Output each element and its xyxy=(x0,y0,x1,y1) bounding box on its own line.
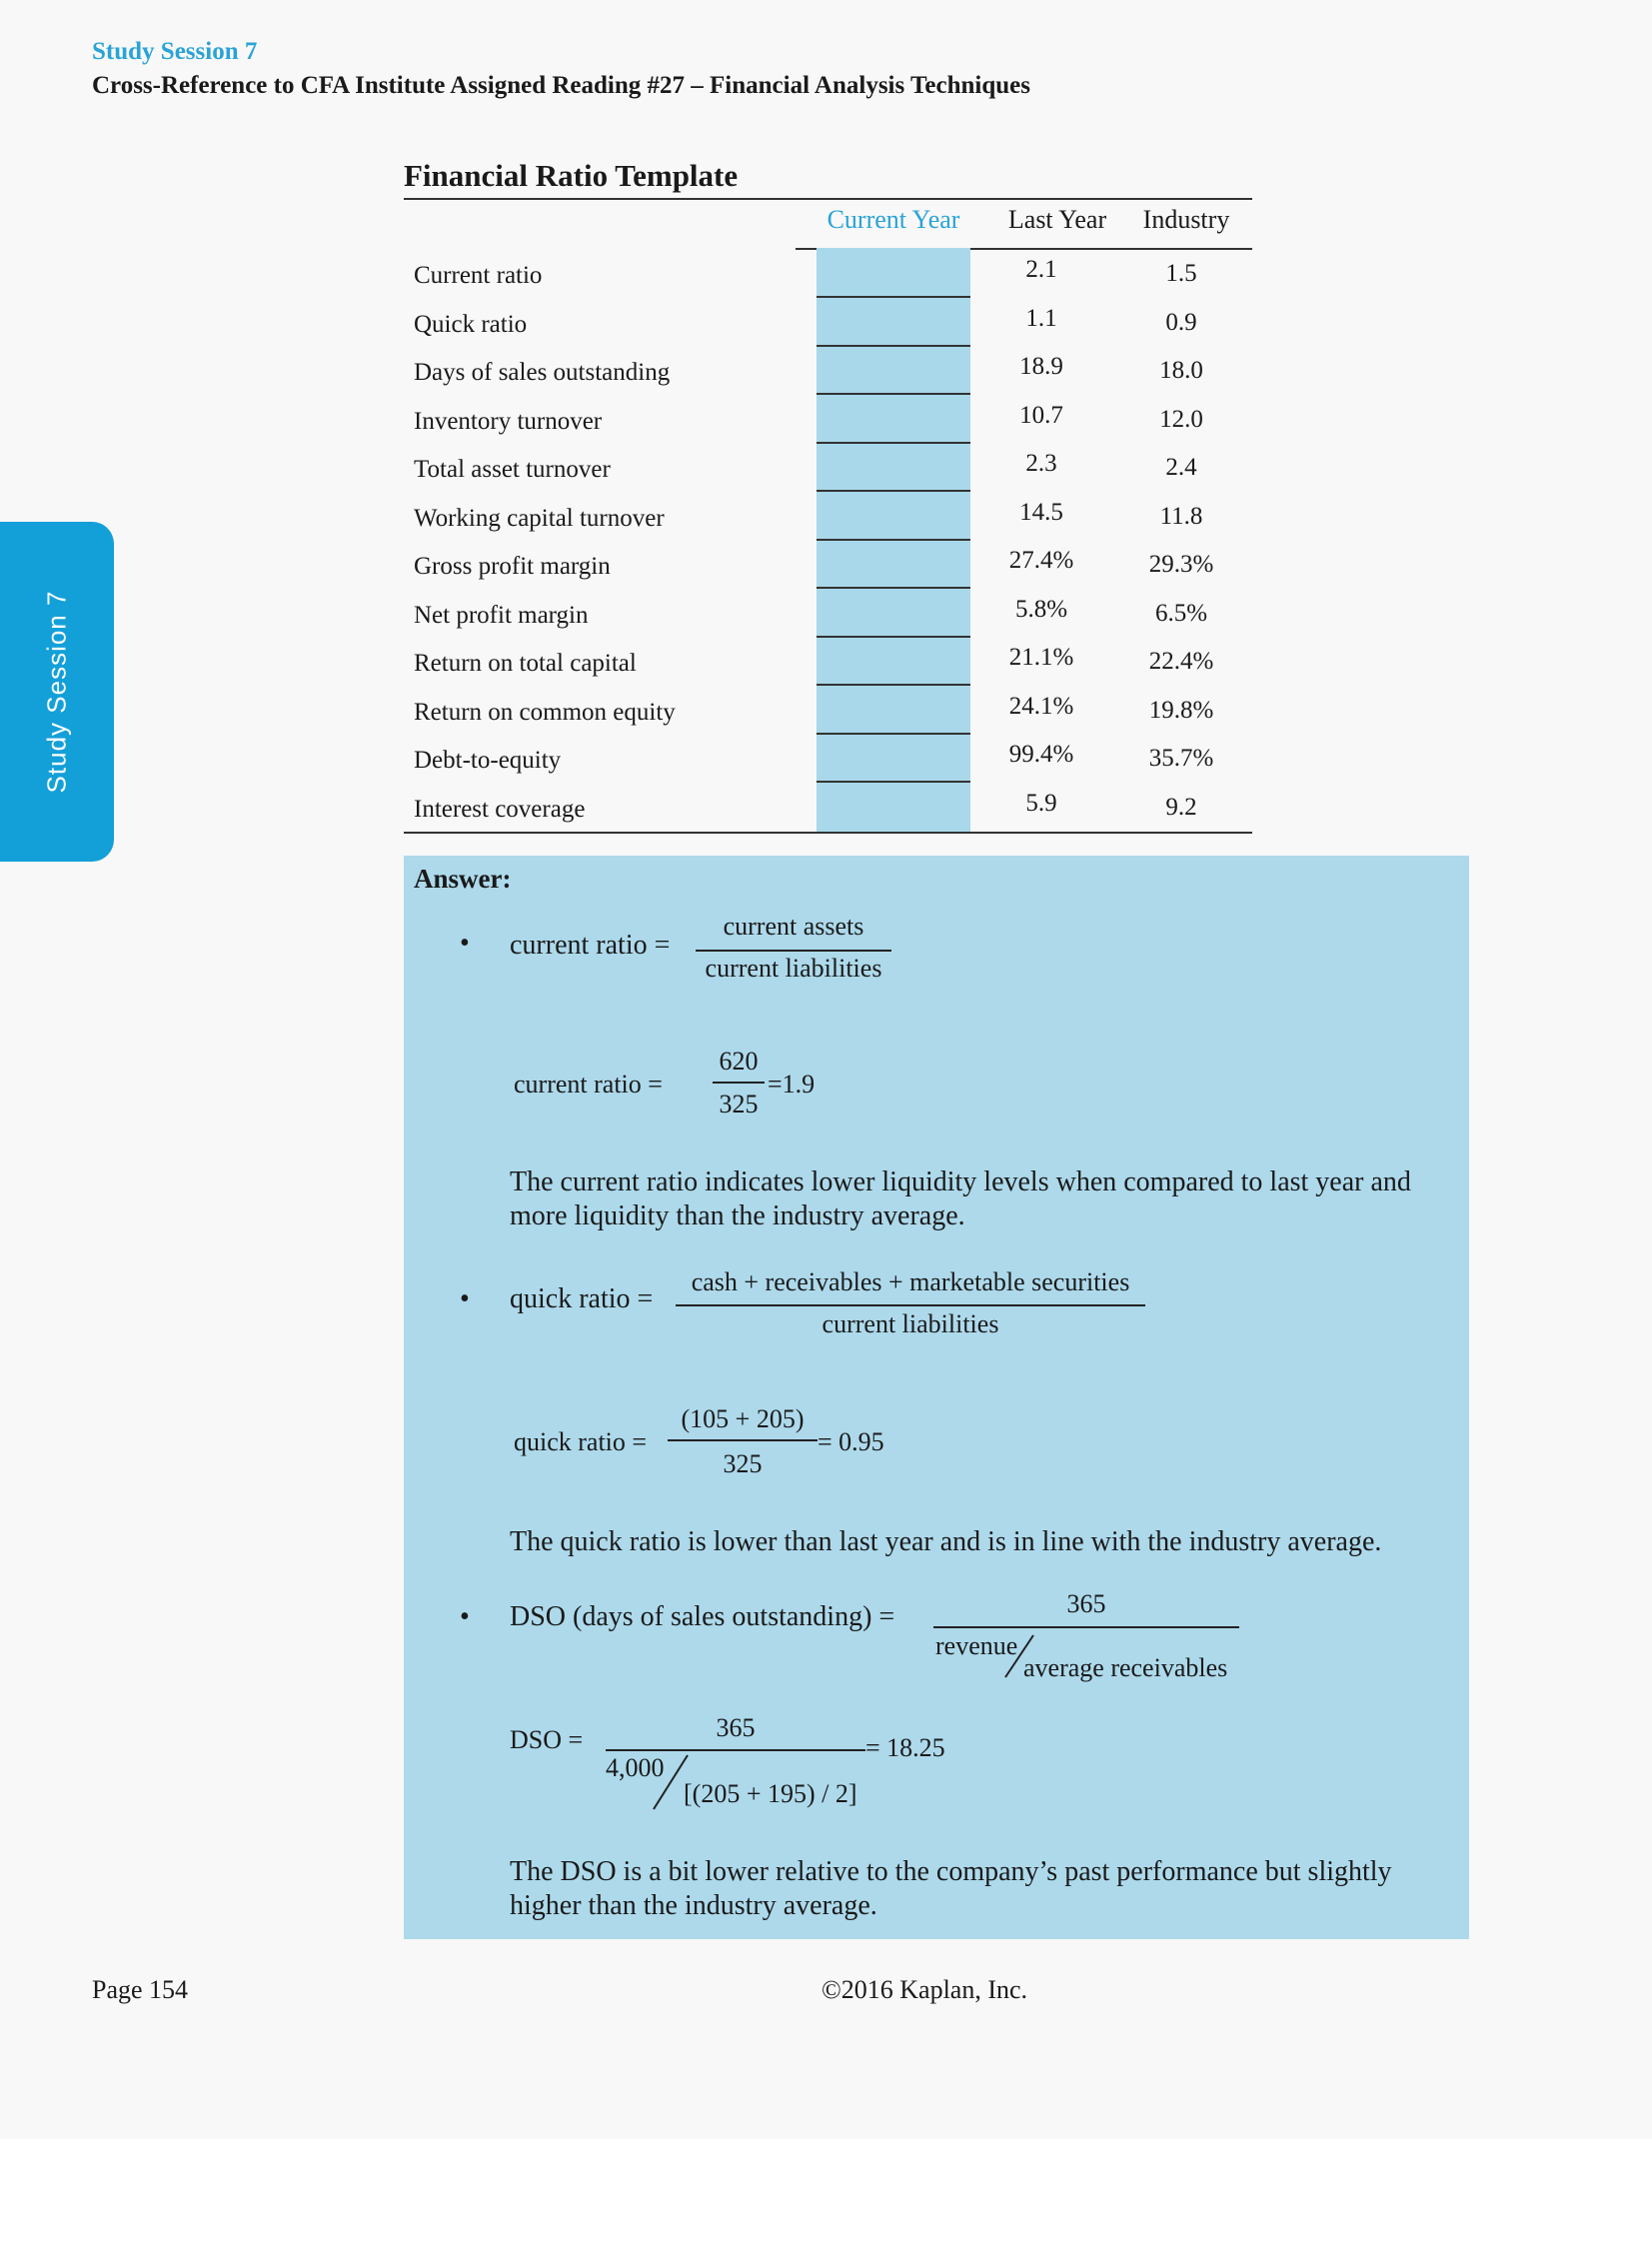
current-year-blank xyxy=(817,539,970,541)
industry-value: 12.0 xyxy=(1159,405,1203,433)
dso-calc-lhs: DSO = xyxy=(510,1725,584,1754)
ratio-label: Inventory turnover xyxy=(414,407,603,435)
industry-value: 6.5% xyxy=(1154,599,1208,627)
last-year-value: 14.5 xyxy=(1019,498,1063,526)
dso-calc-numerator: 365 xyxy=(716,1713,756,1742)
page-number: Page 154 xyxy=(92,1975,189,2004)
quick-ratio-lhs: quick ratio = xyxy=(510,1283,654,1314)
dso-explanation: The DSO is a bit lower relative to the company’s past performance but slightly higher than the industry average. xyxy=(510,1856,1392,1921)
current-ratio-calc-lhs: current ratio = xyxy=(514,1070,663,1099)
current-ratio-numerator: current assets xyxy=(723,912,864,941)
current-ratio-lhs: current ratio = xyxy=(510,930,671,961)
current-ratio-explanation: The current ratio indicates lower liquidity levels when compared to last year and more liquidity than the industry average. xyxy=(510,1166,1411,1231)
ratio-label: Gross profit margin xyxy=(414,553,611,580)
quick-ratio-explanation: The quick ratio is lower than last year and is in line with the industry average. xyxy=(510,1526,1382,1557)
last-year-value: 24.1% xyxy=(1008,692,1074,720)
copyright: ©2016 Kaplan, Inc. xyxy=(822,1975,1028,2004)
industry-value: 22.4% xyxy=(1148,648,1214,675)
last-year-value: 2.3 xyxy=(1025,450,1057,477)
ratio-label: Current ratio xyxy=(414,262,543,289)
study-session-heading: Study Session 7 xyxy=(92,38,258,65)
dso-numerator: 365 xyxy=(1066,1589,1106,1618)
current-year-blank xyxy=(817,636,970,638)
dso-calc-denominator-top: 4,000 xyxy=(606,1753,665,1782)
quick-ratio-calc-denominator: 325 xyxy=(723,1449,763,1478)
ratio-label: Days of sales outstanding xyxy=(414,359,671,386)
ratio-label: Interest coverage xyxy=(414,795,586,823)
side-tab-label: Study Session 7 xyxy=(41,590,72,794)
current-year-blank xyxy=(817,393,970,395)
industry-value: 1.5 xyxy=(1165,260,1197,287)
answer-title: Answer: xyxy=(414,864,512,894)
quick-ratio-result: = 0.95 xyxy=(818,1427,884,1456)
dso-denominator-bottom: average receivables xyxy=(1023,1653,1228,1682)
ratio-label: Working capital turnover xyxy=(414,504,665,532)
current-year-blank xyxy=(817,442,970,444)
bullet: • xyxy=(460,928,470,959)
fraction-bar xyxy=(668,1439,818,1441)
current-year-blank xyxy=(817,781,970,783)
industry-value: 35.7% xyxy=(1148,745,1214,772)
current-ratio-result: =1.9 xyxy=(768,1070,816,1099)
industry-value: 9.2 xyxy=(1165,793,1197,821)
fraction-bar xyxy=(696,950,891,952)
industry-value: 18.0 xyxy=(1159,357,1203,384)
current-ratio-denominator: current liabilities xyxy=(705,954,882,983)
dso-calc-denominator-bottom: [(205 + 195) / 2] xyxy=(684,1779,857,1808)
fraction-bar xyxy=(713,1082,765,1084)
industry-value: 11.8 xyxy=(1159,502,1203,530)
col-industry: Industry xyxy=(1142,205,1230,234)
last-year-value: 5.8% xyxy=(1014,595,1068,623)
industry-value: 2.4 xyxy=(1165,454,1197,481)
answer-box xyxy=(404,856,1469,1939)
last-year-value: 5.9 xyxy=(1025,789,1057,817)
quick-ratio-denominator: current liabilities xyxy=(822,1309,999,1338)
current-year-blank xyxy=(817,490,970,492)
fraction-bar xyxy=(676,1304,1145,1306)
ratio-label: Return on common equity xyxy=(414,698,676,726)
ratio-label: Total asset turnover xyxy=(414,456,611,483)
current-year-blank xyxy=(817,587,970,589)
bullet: • xyxy=(460,1283,470,1314)
table-bottom-rule xyxy=(404,832,1252,834)
current-year-blank xyxy=(817,296,970,298)
cross-reference-heading: Cross-Reference to CFA Institute Assigned Reading #27 – Financial Analysis Techniques xyxy=(92,72,1030,99)
table-title: Financial Ratio Template xyxy=(404,158,739,193)
current-year-blank xyxy=(817,345,970,347)
fraction-bar xyxy=(933,1626,1239,1628)
last-year-value: 99.4% xyxy=(1008,741,1074,768)
industry-value: 29.3% xyxy=(1148,551,1214,578)
current-year-blank xyxy=(817,684,970,686)
industry-value: 19.8% xyxy=(1148,696,1214,724)
quick-ratio-calc-lhs: quick ratio = xyxy=(514,1427,648,1456)
industry-value: 0.9 xyxy=(1165,308,1197,336)
last-year-value: 2.1 xyxy=(1025,256,1057,283)
dso-result: = 18.25 xyxy=(865,1733,945,1762)
quick-ratio-calc-numerator: (105 + 205) xyxy=(681,1404,805,1433)
last-year-value: 21.1% xyxy=(1008,644,1074,671)
ratio-label: Net profit margin xyxy=(414,601,589,629)
current-ratio-calc-numerator: 620 xyxy=(719,1047,759,1076)
last-year-value: 18.9 xyxy=(1019,353,1063,380)
table-top-rule xyxy=(404,198,1252,200)
side-tab xyxy=(0,522,114,862)
col-last-year: Last Year xyxy=(1007,205,1107,234)
fraction-bar xyxy=(606,1749,865,1751)
bullet: • xyxy=(460,1601,470,1632)
quick-ratio-numerator: cash + receivables + marketable securities xyxy=(691,1267,1130,1296)
ratio-label: Debt-to-equity xyxy=(414,747,562,774)
dso-lhs: DSO (days of sales outstanding) = xyxy=(510,1601,895,1632)
current-ratio-calc-denominator: 325 xyxy=(719,1090,759,1119)
current-year-blank xyxy=(817,733,970,735)
last-year-value: 10.7 xyxy=(1019,401,1063,429)
last-year-value: 27.4% xyxy=(1008,547,1074,574)
dso-denominator-top: revenue xyxy=(935,1631,1018,1660)
ratio-label: Quick ratio xyxy=(414,310,528,338)
ratio-label: Return on total capital xyxy=(414,650,637,677)
last-year-value: 1.1 xyxy=(1025,304,1057,332)
col-current-year: Current Year xyxy=(826,205,960,234)
